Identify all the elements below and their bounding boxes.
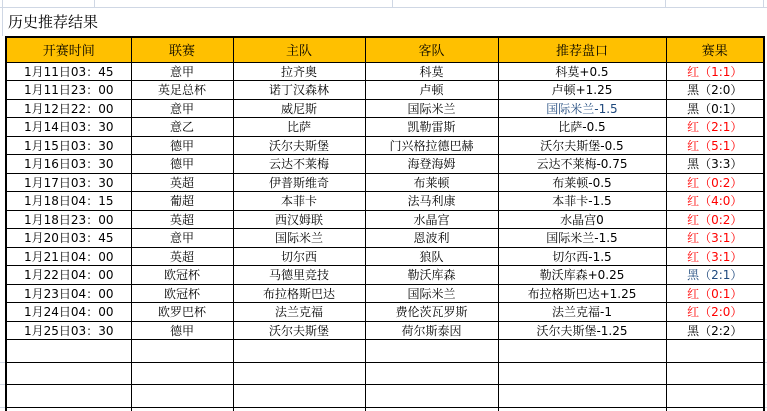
table-row (6, 210, 764, 229)
table-row (6, 303, 764, 322)
cell-away-team[interactable]: 费伦茨瓦罗斯 (365, 303, 498, 322)
cell-home-team[interactable]: 威尼斯 (233, 99, 365, 118)
empty-cell[interactable] (131, 385, 233, 408)
cell-result[interactable]: 红（5:1） (666, 136, 764, 155)
cell-handicap[interactable]: 法兰克福-1 (498, 303, 666, 322)
cell-start-time[interactable]: 1月11日23：00 (6, 81, 131, 100)
cell-start-time[interactable]: 1月17日03：30 (6, 173, 131, 192)
cell-league[interactable]: 德甲 (131, 321, 233, 340)
empty-table-row (6, 385, 764, 408)
excel-gridline-top-horizontal (0, 7, 767, 8)
table-row (6, 118, 764, 137)
empty-cell[interactable] (365, 362, 498, 385)
cell-away-team[interactable]: 水晶宫 (365, 210, 498, 229)
cell-league[interactable]: 意甲 (131, 229, 233, 248)
cell-away-team[interactable]: 卢顿 (365, 81, 498, 100)
cell-result[interactable]: 红（1:1） (666, 62, 764, 81)
cell-league[interactable]: 欧冠杯 (131, 284, 233, 303)
cell-away-team[interactable]: 荷尔斯泰因 (365, 321, 498, 340)
excel-gridline-vertical-4 (763, 0, 764, 7)
cell-away-team[interactable]: 门兴格拉德巴赫 (365, 136, 498, 155)
cell-start-time[interactable]: 1月23日04：00 (6, 284, 131, 303)
empty-cell[interactable] (498, 340, 666, 363)
cell-result[interactable]: 红（0:1） (666, 284, 764, 303)
cell-home-team[interactable]: 马德里竞技 (233, 266, 365, 285)
cell-home-team[interactable]: 布拉格斯巴达 (233, 284, 365, 303)
empty-cell[interactable] (233, 340, 365, 363)
empty-cell[interactable] (6, 407, 131, 411)
cell-result[interactable]: 红（4:0） (666, 192, 764, 211)
excel-gridline-vertical-3 (665, 0, 666, 7)
cell-result[interactable]: 黑（2:0） (666, 81, 764, 100)
cell-handicap[interactable]: 科莫+0.5 (498, 62, 666, 81)
cell-away-team[interactable]: 布莱顿 (365, 173, 498, 192)
cell-start-time[interactable]: 1月24日04：00 (6, 303, 131, 322)
column-header-league[interactable]: 联赛 (131, 37, 233, 62)
table-row (6, 321, 764, 340)
cell-start-time[interactable]: 1月12日22：00 (6, 99, 131, 118)
header-row (6, 37, 764, 62)
empty-cell[interactable] (666, 340, 764, 363)
cell-away-team[interactable]: 国际米兰 (365, 284, 498, 303)
cell-home-team[interactable]: 西汉姆联 (233, 210, 365, 229)
cell-league[interactable]: 葡超 (131, 192, 233, 211)
cell-result[interactable]: 黑（3:3） (666, 155, 764, 174)
cell-away-team[interactable]: 狼队 (365, 247, 498, 266)
excel-gridline-vertical-2 (392, 0, 393, 7)
cell-league[interactable]: 英超 (131, 173, 233, 192)
cell-handicap[interactable]: 切尔西-1.5 (498, 247, 666, 266)
cell-away-team[interactable]: 凯勒雷斯 (365, 118, 498, 137)
cell-home-team[interactable]: 切尔西 (233, 247, 365, 266)
cell-result[interactable]: 黑（2:1） (666, 266, 764, 285)
cell-league[interactable]: 英超 (131, 247, 233, 266)
table-row (6, 62, 764, 81)
column-header-away-team[interactable]: 客队 (365, 37, 498, 62)
cell-start-time[interactable]: 1月18日23：00 (6, 210, 131, 229)
cell-handicap[interactable]: 比萨-0.5 (498, 118, 666, 137)
cell-start-time[interactable]: 1月22日04：00 (6, 266, 131, 285)
column-header-home-team[interactable]: 主队 (233, 37, 365, 62)
cell-league[interactable]: 英超 (131, 210, 233, 229)
cell-handicap[interactable]: 本菲卡-1.5 (498, 192, 666, 211)
cell-handicap[interactable]: 水晶宫0 (498, 210, 666, 229)
empty-cell[interactable] (498, 385, 666, 408)
cell-start-time[interactable]: 1月18日04：15 (6, 192, 131, 211)
table-row (6, 155, 764, 174)
cell-start-time[interactable]: 1月20日03：45 (6, 229, 131, 248)
empty-cell[interactable] (498, 362, 666, 385)
cell-home-team[interactable]: 国际米兰 (233, 229, 365, 248)
empty-cell[interactable] (6, 362, 131, 385)
empty-cell[interactable] (666, 362, 764, 385)
cell-result[interactable]: 红（0:2） (666, 210, 764, 229)
cell-start-time[interactable]: 1月21日04：00 (6, 247, 131, 266)
cell-league[interactable]: 欧冠杯 (131, 266, 233, 285)
empty-cell[interactable] (365, 407, 498, 411)
empty-cell[interactable] (233, 385, 365, 408)
cell-away-team[interactable]: 勒沃库森 (365, 266, 498, 285)
cell-league[interactable]: 德甲 (131, 155, 233, 174)
cell-home-team[interactable]: 比萨 (233, 118, 365, 137)
cell-result[interactable]: 红（3:1） (666, 247, 764, 266)
cell-league[interactable]: 英足总杯 (131, 81, 233, 100)
cell-handicap[interactable]: 布拉格斯巴达+1.25 (498, 284, 666, 303)
empty-cell[interactable] (666, 407, 764, 411)
cell-handicap[interactable]: 沃尔夫斯堡-1.25 (498, 321, 666, 340)
cell-result[interactable]: 红（2:0） (666, 303, 764, 322)
cell-league[interactable]: 欧罗巴杯 (131, 303, 233, 322)
cell-league[interactable]: 意甲 (131, 62, 233, 81)
cell-away-team[interactable]: 恩波利 (365, 229, 498, 248)
table-row (6, 81, 764, 100)
cell-start-time[interactable]: 1月16日03：30 (6, 155, 131, 174)
empty-table-row (6, 407, 764, 411)
table-row (6, 173, 764, 192)
cell-home-team[interactable]: 伊普斯维奇 (233, 173, 365, 192)
cell-start-time[interactable]: 1月11日03：45 (6, 62, 131, 81)
cell-start-time[interactable]: 1月25日03：30 (6, 321, 131, 340)
empty-cell[interactable] (131, 362, 233, 385)
empty-cell[interactable] (6, 340, 131, 363)
column-header-handicap[interactable]: 推荐盘口 (498, 37, 666, 62)
column-header-result[interactable]: 赛果 (666, 37, 764, 62)
table-row (6, 192, 764, 211)
cell-away-team[interactable]: 海登海姆 (365, 155, 498, 174)
cell-home-team[interactable]: 法兰克福 (233, 303, 365, 322)
column-header-start-time[interactable]: 开赛时间 (6, 37, 131, 62)
empty-cell[interactable] (233, 362, 365, 385)
cell-result[interactable]: 红（2:1） (666, 118, 764, 137)
empty-cell[interactable] (365, 340, 498, 363)
table-row (6, 284, 764, 303)
table-row (6, 136, 764, 155)
cell-result[interactable]: 黑（2:2） (666, 321, 764, 340)
cell-handicap[interactable]: 国际米兰-1.5 (498, 229, 666, 248)
cell-start-time[interactable]: 1月14日03：30 (6, 118, 131, 137)
empty-cell[interactable] (365, 385, 498, 408)
cell-result[interactable]: 黑（0:1） (666, 99, 764, 118)
page-title[interactable]: 历史推荐结果 (8, 13, 99, 31)
empty-cell[interactable] (498, 407, 666, 411)
cell-home-team[interactable]: 拉齐奥 (233, 62, 365, 81)
empty-cell[interactable] (6, 385, 131, 408)
table-row (6, 229, 764, 248)
results-table (5, 36, 765, 411)
cell-home-team[interactable]: 沃尔夫斯堡 (233, 136, 365, 155)
cell-home-team[interactable]: 云达不莱梅 (233, 155, 365, 174)
cell-handicap[interactable]: 云达不莱梅-0.75 (498, 155, 666, 174)
excel-gridline-vertical-1 (94, 0, 95, 7)
table-row (6, 247, 764, 266)
cell-home-team[interactable]: 沃尔夫斯堡 (233, 321, 365, 340)
table-row (6, 266, 764, 285)
cell-result[interactable]: 红（3:1） (666, 229, 764, 248)
empty-cell[interactable] (233, 407, 365, 411)
cell-away-team[interactable]: 国际米兰 (365, 99, 498, 118)
cell-home-team[interactable]: 诺丁汉森林 (233, 81, 365, 100)
cell-league[interactable]: 德甲 (131, 136, 233, 155)
excel-gridline-left-vertical (2, 0, 3, 36)
cell-handicap[interactable]: 卢顿+1.25 (498, 81, 666, 100)
cell-league[interactable]: 意乙 (131, 118, 233, 137)
empty-cell[interactable] (131, 340, 233, 363)
cell-handicap[interactable]: 勒沃库森+0.25 (498, 266, 666, 285)
cell-start-time[interactable]: 1月15日03：30 (6, 136, 131, 155)
cell-handicap[interactable]: 沃尔夫斯堡-0.5 (498, 136, 666, 155)
cell-away-team[interactable]: 科莫 (365, 62, 498, 81)
cell-league[interactable]: 意甲 (131, 99, 233, 118)
empty-table-row (6, 362, 764, 385)
results-tbody (6, 62, 764, 411)
empty-cell[interactable] (666, 385, 764, 408)
empty-table-row (6, 340, 764, 363)
cell-result[interactable]: 红（0:2） (666, 173, 764, 192)
table-row (6, 99, 764, 118)
cell-handicap[interactable]: 布莱顿-0.5 (498, 173, 666, 192)
cell-away-team[interactable]: 法马利康 (365, 192, 498, 211)
cell-handicap[interactable]: 国际米兰-1.5 (498, 99, 666, 118)
cell-home-team[interactable]: 本菲卡 (233, 192, 365, 211)
empty-cell[interactable] (131, 407, 233, 411)
